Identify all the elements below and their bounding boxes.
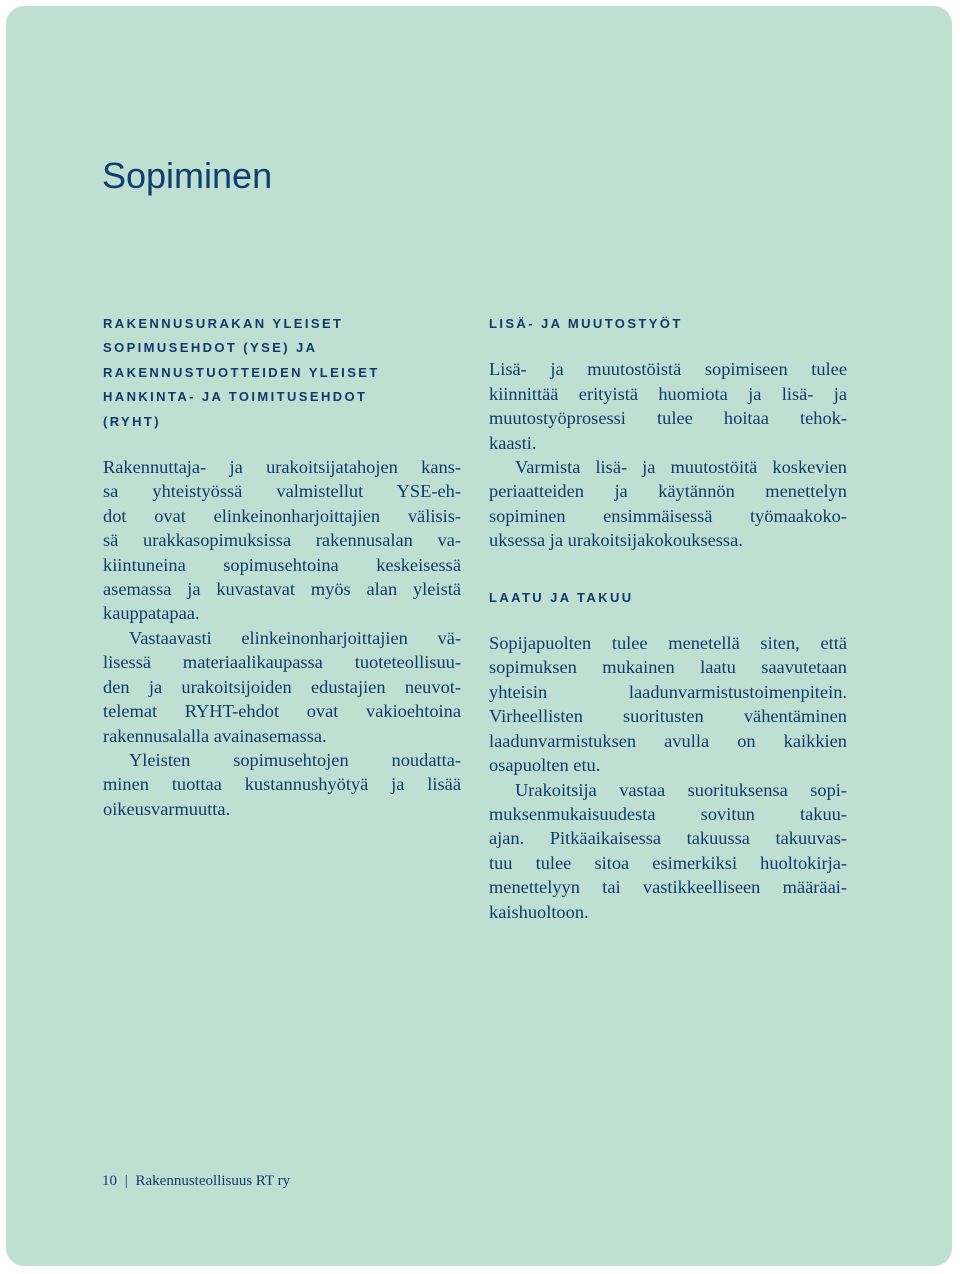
text-line: rakennusalalla avainasemassa. xyxy=(103,725,327,746)
text-line: periaatteiden ja käytännön menettelyn xyxy=(489,481,847,502)
page-footer xyxy=(102,1170,290,1192)
paragraph-quality xyxy=(489,631,847,777)
text-line: oikeusvarmuutta. xyxy=(103,798,231,819)
section-heading-yse-ryht xyxy=(103,312,461,434)
text-line: Rakennuttaja- ja urakoitsijatahojen kans- xyxy=(103,457,461,478)
paragraph-change-work-agreement xyxy=(489,455,847,553)
heading-line: LAATU JA TAKUU xyxy=(489,589,634,605)
text-line: muutostyöprosessi tulee hoitaa tehok- xyxy=(489,408,847,429)
text-line: kauppatapaa. xyxy=(103,603,200,624)
right-column xyxy=(489,312,847,924)
heading-line: LISÄ- JA MUUTOSTYÖT xyxy=(489,316,683,331)
text-line: muksenmukaisuudesta sovitun takuu- xyxy=(489,803,847,824)
heading-line: (RYHT) xyxy=(103,413,161,429)
heading-line: RAKENNUSTUOTTEIDEN YLEISET xyxy=(103,364,380,380)
text-line: sopiminen ensimmäisessä työmaakoko- xyxy=(489,505,847,526)
footer-separator: | xyxy=(124,1173,128,1189)
section-heading-lisa-muutostyot xyxy=(489,312,847,336)
text-line: Yleisten sopimusehtojen noudatta- xyxy=(129,749,461,770)
publisher-name: Rakennusteollisuus RT ry xyxy=(135,1173,291,1189)
text-line: Sopijapuolten tulee menetellä siten, että xyxy=(489,633,847,654)
text-line: Vastaavasti elinkeinonharjoittajien vä- xyxy=(129,627,461,648)
text-line: laadunvarmistuksen avulla on kaikkien xyxy=(489,730,847,751)
paragraph-ryht xyxy=(103,626,461,748)
page-title: Sopiminen xyxy=(102,155,273,196)
paragraph-general-terms xyxy=(103,748,461,821)
page-number: 10 xyxy=(102,1173,117,1189)
text-line: tuu tulee sitoa esimerkiksi huoltokirja- xyxy=(489,852,847,873)
text-line: asemassa ja kuvastavat myös alan yleistä xyxy=(103,579,461,600)
text-line: Lisä- ja muutostöistä sopimiseen tulee xyxy=(489,359,847,380)
text-line: minen tuottaa kustannushyötyä ja lisää xyxy=(103,774,461,795)
text-line: sä urakkasopimuksissa rakennusalan va- xyxy=(103,530,461,551)
text-line: Virheellisten suoritusten vähentäminen xyxy=(489,706,847,727)
text-line: dot ovat elinkeinonharjoittajien välisis- xyxy=(103,505,461,526)
text-line: kaishuoltoon. xyxy=(489,901,589,922)
text-line: uksessa ja urakoitsijakokouksessa. xyxy=(489,530,743,551)
text-line: lisessä materiaalikaupassa tuoteteollisuu- xyxy=(103,652,461,673)
paragraph-change-work xyxy=(489,357,847,455)
text-line: ajan. Pitkäaikaisessa takuussa takuuvas- xyxy=(489,828,847,849)
heading-line: SOPIMUSEHDOT (YSE) JA xyxy=(103,340,318,356)
text-line: Varmista lisä- ja muutostöitä koskevien xyxy=(515,457,847,478)
text-line: kiinnittää erityistä huomiota ja lisä- ja xyxy=(489,383,847,404)
heading-line: HANKINTA- JA TOIMITUSEHDOT xyxy=(103,389,368,405)
text-line: kaasti. xyxy=(489,432,537,453)
left-column xyxy=(103,312,461,821)
heading-line: RAKENNUSURAKAN YLEISET xyxy=(103,316,344,331)
text-line: Urakoitsija vastaa suorituksensa sopi- xyxy=(515,779,847,800)
text-line: yhteisin laadunvarmistustoimenpitein. xyxy=(489,681,847,702)
text-line: telemat RYHT-ehdot ovat vakioehtoina xyxy=(103,701,461,722)
text-line: sopimuksen mukainen laatu saavutetaan xyxy=(489,657,847,678)
text-line: menettelyyn tai vastikkeelliseen määräai- xyxy=(489,877,847,898)
text-line: osapuolten etu. xyxy=(489,755,601,776)
text-line: den ja urakoitsijoiden edustajien neuvot- xyxy=(103,676,461,697)
paragraph-yse-intro xyxy=(103,455,461,626)
text-line: kiintuneina sopimusehtoina keskeisessä xyxy=(103,554,461,575)
section-heading-laatu-takuu xyxy=(489,586,847,610)
paragraph-warranty xyxy=(489,778,847,924)
text-line: sa yhteistyössä valmistellut YSE-eh- xyxy=(103,481,461,502)
